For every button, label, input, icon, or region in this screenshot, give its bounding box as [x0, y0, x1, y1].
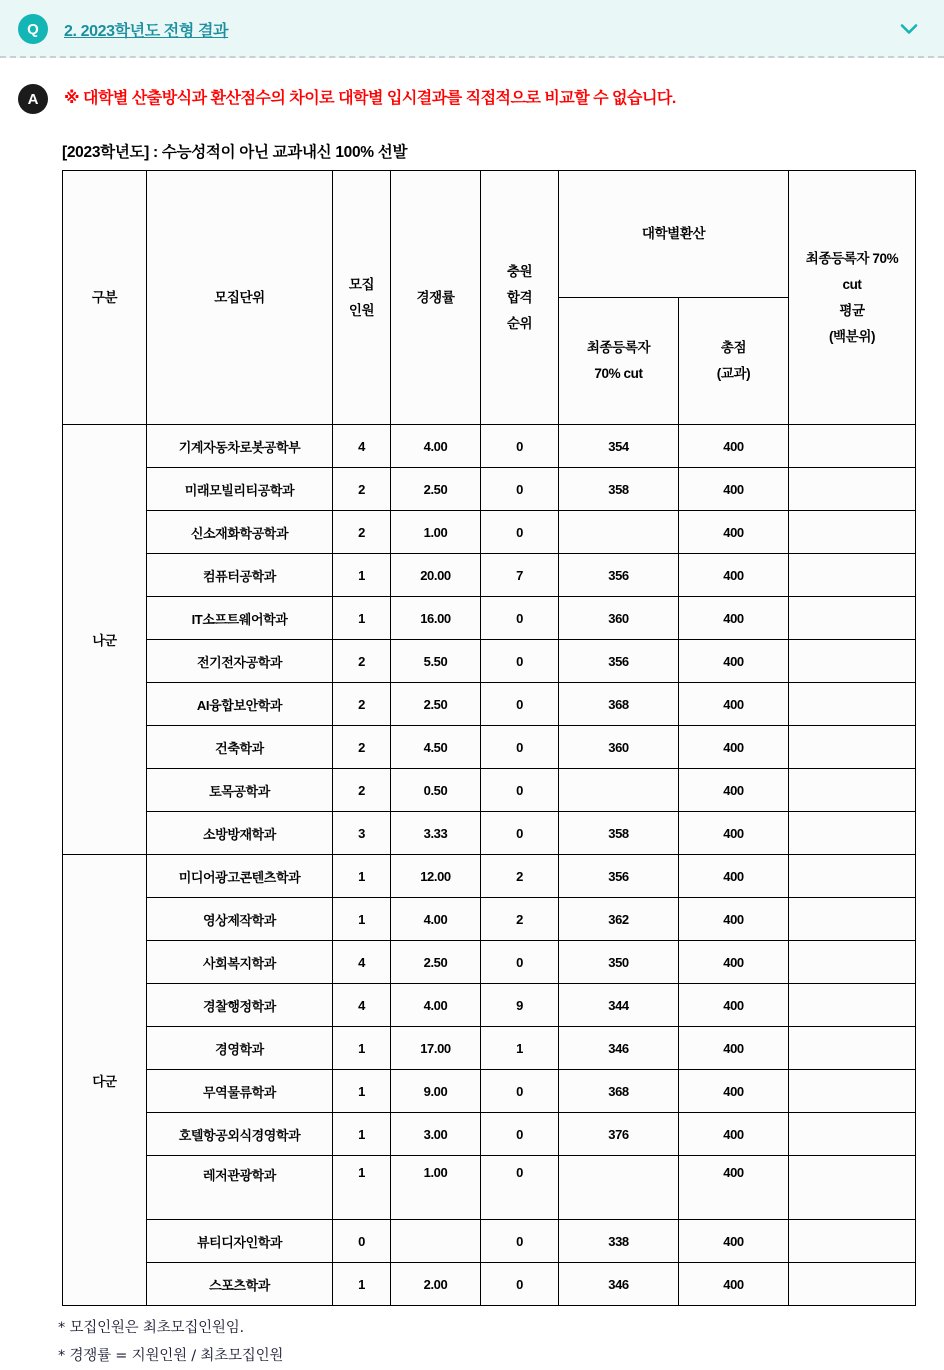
cell-fill-rank: 0	[481, 1263, 559, 1306]
cell-fill-rank: 0	[481, 683, 559, 726]
cell-unit: 무역물류학과	[147, 1070, 333, 1113]
col-header-percentile-line2: cut	[842, 276, 862, 292]
table-caption: [2023학년도] : 수능성적이 아닌 교과내신 100% 선발	[62, 144, 408, 161]
cell-conv-total: 400	[679, 468, 789, 511]
cell-fill-rank: 0	[481, 1070, 559, 1113]
table-row	[63, 554, 916, 597]
cell-conv-final-cut: 344	[559, 984, 679, 1027]
question-badge: Q	[18, 14, 48, 44]
cell-conv-final-cut: 350	[559, 941, 679, 984]
col-header-fill-rank	[481, 171, 559, 425]
cell-quota: 3	[333, 812, 391, 855]
cell-conv-final-cut	[559, 511, 679, 554]
cell-percentile	[789, 941, 916, 984]
cell-ratio: 20.00	[391, 554, 481, 597]
cell-ratio: 3.33	[391, 812, 481, 855]
cell-quota: 1	[333, 1027, 391, 1070]
table-row	[63, 511, 916, 554]
cell-unit: 전기전자공학과	[147, 640, 333, 683]
cell-group-label: 다군	[63, 855, 147, 1306]
col-header-conv-final-line2: 70% cut	[594, 366, 643, 381]
cell-percentile	[789, 812, 916, 855]
cell-quota: 1	[333, 597, 391, 640]
col-header-fill-line3: 순위	[506, 315, 533, 331]
cell-conv-total: 400	[679, 769, 789, 812]
chevron-down-icon[interactable]	[896, 16, 922, 42]
cell-quota: 2	[333, 769, 391, 812]
cell-unit: 호텔항공외식경영학과	[147, 1113, 333, 1156]
cell-unit: 스포츠학과	[147, 1263, 333, 1306]
cell-conv-final-cut: 356	[559, 855, 679, 898]
cell-quota: 2	[333, 640, 391, 683]
table-row	[63, 1113, 916, 1156]
cell-quota: 1	[333, 1113, 391, 1156]
results-table-wrapper	[62, 170, 915, 1306]
table-row	[63, 1263, 916, 1306]
cell-fill-rank: 0	[481, 769, 559, 812]
col-header-conversion-group: 대학별환산	[559, 171, 789, 298]
faq-question-title[interactable]: 2. 2023학년도 전형 결과	[64, 22, 229, 40]
cell-conv-final-cut: 356	[559, 554, 679, 597]
cell-percentile	[789, 1156, 916, 1220]
cell-unit: 미래모빌리티공학과	[147, 468, 333, 511]
col-header-quota-line2: 인원	[348, 302, 375, 318]
cell-conv-total: 400	[679, 984, 789, 1027]
cell-percentile	[789, 726, 916, 769]
cell-conv-final-cut: 346	[559, 1027, 679, 1070]
cell-fill-rank: 0	[481, 597, 559, 640]
cell-group-label: 나군	[63, 425, 147, 855]
table-row	[63, 640, 916, 683]
cell-unit: 사회복지학과	[147, 941, 333, 984]
col-header-percentile-line4: (백분위)	[828, 328, 876, 344]
table-head	[63, 171, 916, 425]
cell-ratio: 9.00	[391, 1070, 481, 1113]
cell-ratio: 1.00	[391, 511, 481, 554]
cell-quota: 0	[333, 1220, 391, 1263]
footnote-line: * 경쟁률 = 지원인원 / 최초모집인원	[58, 1348, 284, 1364]
cell-unit: 토목공학과	[147, 769, 333, 812]
table-row	[63, 1156, 916, 1220]
table-row	[63, 597, 916, 640]
cell-ratio: 1.00	[391, 1156, 481, 1220]
col-header-percentile-line3: 평균	[839, 302, 865, 318]
cell-unit: 소방방재학과	[147, 812, 333, 855]
cell-percentile	[789, 554, 916, 597]
cell-percentile	[789, 1027, 916, 1070]
cell-unit: 미디어광고콘텐츠학과	[147, 855, 333, 898]
cell-ratio: 4.00	[391, 898, 481, 941]
cell-conv-total: 400	[679, 554, 789, 597]
table-row	[63, 726, 916, 769]
cell-unit: 기계자동차로봇공학부	[147, 425, 333, 468]
cell-fill-rank: 0	[481, 511, 559, 554]
cell-conv-total: 400	[679, 511, 789, 554]
cell-unit: 뷰티디자인학과	[147, 1220, 333, 1263]
cell-conv-total: 400	[679, 1156, 789, 1220]
cell-unit: 컴퓨터공학과	[147, 554, 333, 597]
col-header-quota	[333, 171, 391, 425]
cell-percentile	[789, 683, 916, 726]
cell-ratio: 0.50	[391, 769, 481, 812]
cell-unit: 신소재화학공학과	[147, 511, 333, 554]
cell-fill-rank: 0	[481, 726, 559, 769]
table-row	[63, 1070, 916, 1113]
answer-badge: A	[18, 84, 48, 114]
col-header-quota-line1: 모집	[348, 276, 375, 292]
cell-fill-rank: 2	[481, 898, 559, 941]
cell-percentile	[789, 468, 916, 511]
cell-quota: 4	[333, 941, 391, 984]
cell-quota: 1	[333, 855, 391, 898]
cell-quota: 4	[333, 984, 391, 1027]
cell-fill-rank: 1	[481, 1027, 559, 1070]
cell-conv-final-cut: 368	[559, 683, 679, 726]
cell-conv-final-cut: 338	[559, 1220, 679, 1263]
cell-conv-total: 400	[679, 726, 789, 769]
col-header-unit: 모집단위	[147, 171, 333, 425]
cell-quota: 2	[333, 511, 391, 554]
col-header-conv-total-line2: (교과)	[716, 366, 751, 381]
answer-notice-text: ※ 대학별 산출방식과 환산점수의 차이로 대학별 입시결과를 직접적으로 비교할 수 없습니다.	[64, 90, 676, 107]
table-row	[63, 683, 916, 726]
cell-fill-rank: 2	[481, 855, 559, 898]
cell-ratio: 16.00	[391, 597, 481, 640]
cell-ratio: 2.00	[391, 1263, 481, 1306]
cell-conv-final-cut: 358	[559, 812, 679, 855]
cell-ratio	[391, 1220, 481, 1263]
cell-percentile	[789, 1220, 916, 1263]
cell-fill-rank: 0	[481, 468, 559, 511]
table-row	[63, 468, 916, 511]
cell-quota: 1	[333, 898, 391, 941]
table-row	[63, 984, 916, 1027]
table-row	[63, 898, 916, 941]
cell-conv-total: 400	[679, 898, 789, 941]
cell-conv-total: 400	[679, 1263, 789, 1306]
cell-conv-final-cut: 356	[559, 640, 679, 683]
cell-ratio: 4.50	[391, 726, 481, 769]
cell-conv-total: 400	[679, 1070, 789, 1113]
cell-percentile	[789, 511, 916, 554]
cell-fill-rank: 0	[481, 812, 559, 855]
col-header-conv-total-line1: 총점	[720, 340, 747, 355]
cell-ratio: 17.00	[391, 1027, 481, 1070]
cell-quota: 2	[333, 468, 391, 511]
cell-conv-total: 400	[679, 941, 789, 984]
cell-quota: 1	[333, 1156, 391, 1220]
cell-ratio: 2.50	[391, 941, 481, 984]
cell-unit: IT소프트웨어학과	[147, 597, 333, 640]
cell-conv-total: 400	[679, 1220, 789, 1263]
table-row	[63, 1027, 916, 1070]
cell-percentile	[789, 984, 916, 1027]
cell-ratio: 4.00	[391, 984, 481, 1027]
table-footnotes	[58, 1314, 944, 1370]
table-row	[63, 941, 916, 984]
col-header-percentile	[789, 171, 916, 425]
col-header-percentile-line1: 최종등록자 70%	[805, 250, 899, 266]
cell-conv-total: 400	[679, 1027, 789, 1070]
cell-conv-final-cut: 358	[559, 468, 679, 511]
cell-fill-rank: 0	[481, 941, 559, 984]
cell-quota: 4	[333, 425, 391, 468]
cell-conv-final-cut: 362	[559, 898, 679, 941]
cell-fill-rank: 0	[481, 1113, 559, 1156]
cell-conv-final-cut	[559, 769, 679, 812]
cell-percentile	[789, 640, 916, 683]
cell-conv-total: 400	[679, 597, 789, 640]
faq-answer-body	[0, 58, 944, 1370]
cell-percentile	[789, 1113, 916, 1156]
cell-unit: 경영학과	[147, 1027, 333, 1070]
table-row	[63, 1220, 916, 1263]
cell-conv-total: 400	[679, 812, 789, 855]
cell-fill-rank: 0	[481, 1156, 559, 1220]
col-header-fill-line1: 충원	[506, 263, 533, 279]
table-row	[63, 425, 916, 468]
cell-percentile	[789, 769, 916, 812]
col-header-ratio: 경쟁률	[391, 171, 481, 425]
cell-unit: 경찰행정학과	[147, 984, 333, 1027]
faq-question-header[interactable]	[0, 0, 944, 58]
col-header-conv-final-cut	[559, 298, 679, 425]
cell-conv-total: 400	[679, 1113, 789, 1156]
cell-conv-total: 400	[679, 640, 789, 683]
cell-percentile	[789, 1263, 916, 1306]
cell-conv-final-cut: 376	[559, 1113, 679, 1156]
cell-fill-rank: 7	[481, 554, 559, 597]
cell-unit: 레저관광학과	[147, 1156, 333, 1220]
cell-quota: 2	[333, 726, 391, 769]
cell-ratio: 2.50	[391, 683, 481, 726]
cell-unit: 영상제작학과	[147, 898, 333, 941]
cell-conv-final-cut: 360	[559, 597, 679, 640]
table-row	[63, 812, 916, 855]
cell-conv-final-cut: 360	[559, 726, 679, 769]
cell-quota: 1	[333, 1070, 391, 1113]
cell-conv-total: 400	[679, 855, 789, 898]
cell-unit: AI융합보안학과	[147, 683, 333, 726]
cell-conv-total: 400	[679, 683, 789, 726]
table-row	[63, 855, 916, 898]
cell-percentile	[789, 898, 916, 941]
cell-percentile	[789, 425, 916, 468]
cell-conv-final-cut: 354	[559, 425, 679, 468]
cell-quota: 1	[333, 1263, 391, 1306]
col-header-group: 구분	[63, 171, 147, 425]
col-header-conv-final-line1: 최종등록자	[586, 340, 651, 355]
cell-ratio: 2.50	[391, 468, 481, 511]
footnote-line: * 모집인원은 최초모집인원임.	[58, 1320, 244, 1336]
admissions-results-table	[62, 170, 916, 1306]
cell-ratio: 5.50	[391, 640, 481, 683]
col-header-fill-line2: 합격	[506, 289, 533, 305]
cell-percentile	[789, 855, 916, 898]
cell-fill-rank: 0	[481, 640, 559, 683]
cell-ratio: 3.00	[391, 1113, 481, 1156]
cell-fill-rank: 0	[481, 1220, 559, 1263]
table-body	[63, 425, 916, 1306]
cell-conv-final-cut: 368	[559, 1070, 679, 1113]
cell-quota: 2	[333, 683, 391, 726]
header-row-top	[63, 171, 916, 298]
cell-quota: 1	[333, 554, 391, 597]
cell-ratio: 4.00	[391, 425, 481, 468]
cell-fill-rank: 0	[481, 425, 559, 468]
cell-percentile	[789, 597, 916, 640]
cell-conv-final-cut: 346	[559, 1263, 679, 1306]
answer-notice-row	[0, 84, 944, 114]
cell-conv-final-cut	[559, 1156, 679, 1220]
cell-conv-total: 400	[679, 425, 789, 468]
cell-percentile	[789, 1070, 916, 1113]
col-header-conv-total	[679, 298, 789, 425]
cell-fill-rank: 9	[481, 984, 559, 1027]
cell-ratio: 12.00	[391, 855, 481, 898]
table-row	[63, 769, 916, 812]
cell-unit: 건축학과	[147, 726, 333, 769]
